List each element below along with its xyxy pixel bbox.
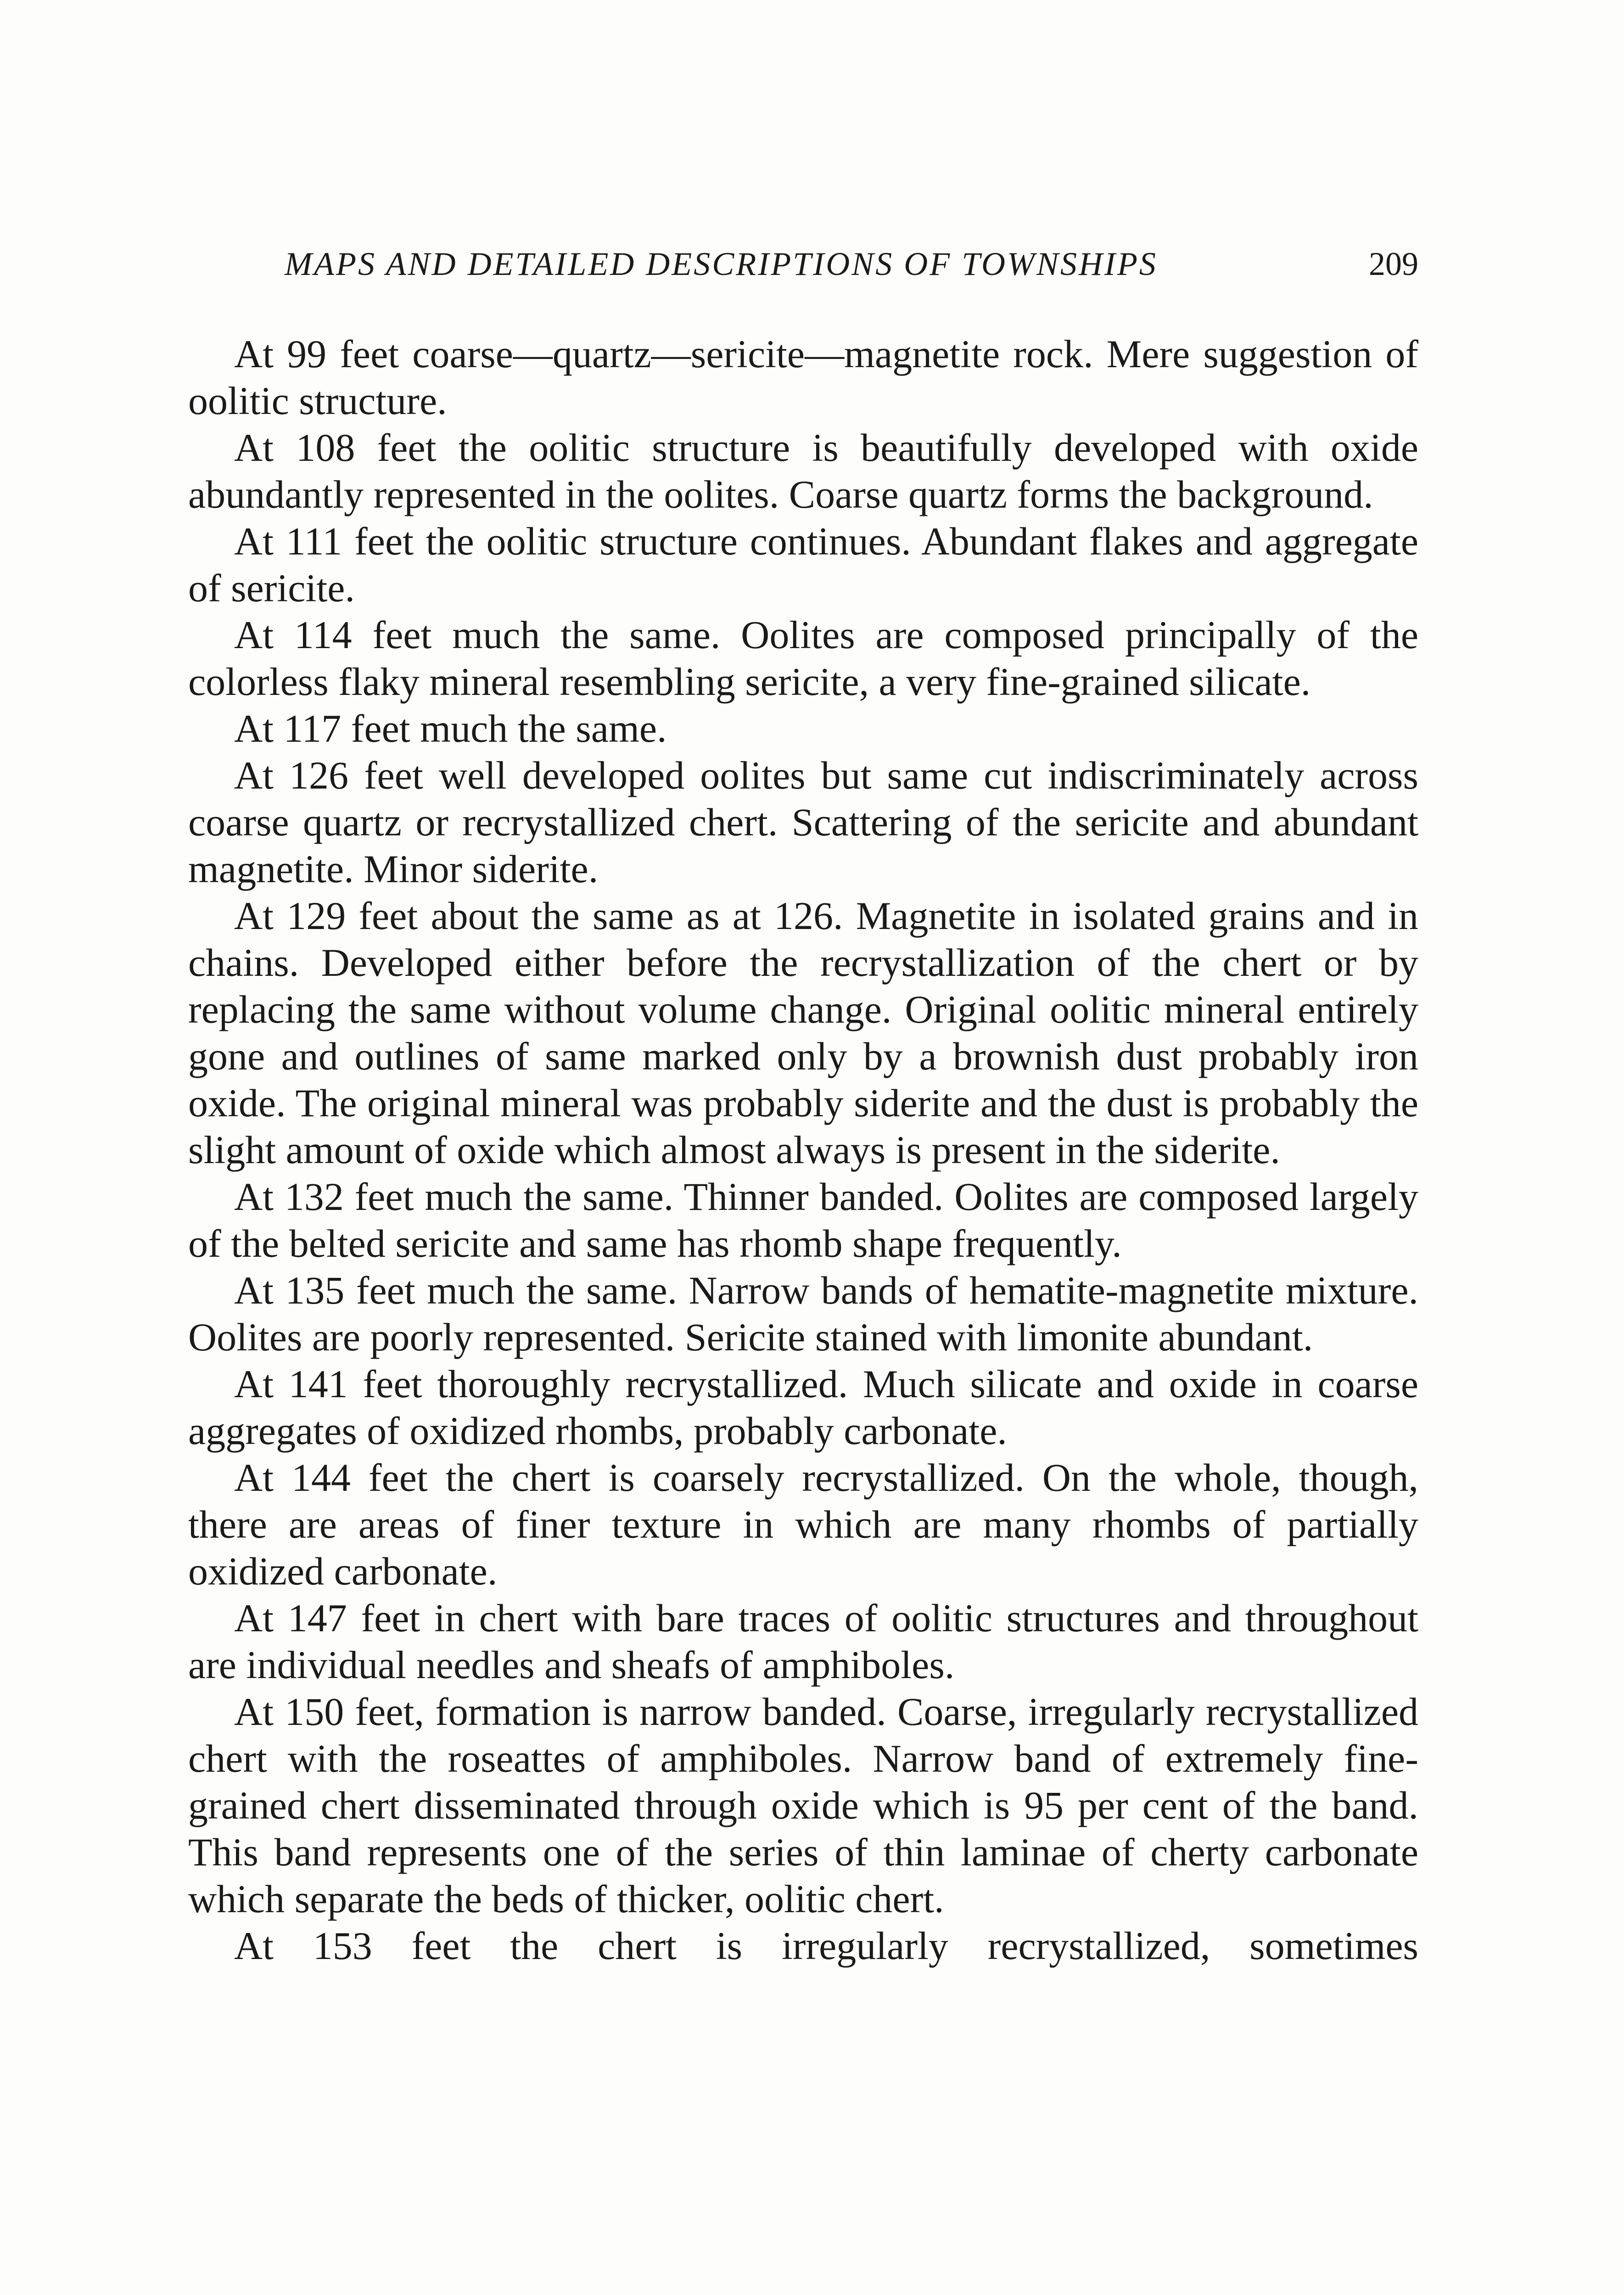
page-number: 209 [1369,246,1418,282]
running-head-title: MAPS AND DETAILED DESCRIPTIONS OF TOWNSHIPS [285,246,1158,282]
paragraph-111-feet: At 111 feet the oolitic structure continues. Abundant flakes and aggregate of sericite. [188,519,1418,610]
paragraph-135-feet: At 135 feet much the same. Narrow bands of hematite-magnetite mixture. Oolites are poorly represented. Sericite stained with limonite abundant. [188,1268,1418,1359]
paragraph-129-feet: At 129 feet about the same as at 126. Magnetite in isolated grains and in chains. Developed either before the recrystallization of the chert or by replacing the same without volume change. Original oolitic mineral entirely gone and outlines of same marked only by a brownish dust probably iron oxide. The original mineral was probably siderite and the dust is probably the slight amount of oxide which almost always is present in the siderite. [188,894,1418,1172]
paragraph-132-feet: At 132 feet much the same. Thinner banded. Oolites are composed largely of the belted sericite and same has rhomb shape frequently. [188,1175,1418,1265]
paragraph-144-feet: At 144 feet the chert is coarsely recrystallized. On the whole, though, there are areas of finer texture in which are many rhombs of partially oxidized carbonate. [188,1455,1418,1593]
paragraph-108-feet: At 108 feet the oolitic structure is beautifully developed with oxide abundantly represented in the oolites. Coarse quartz forms the background. [188,425,1418,516]
paragraph-153-feet: At 153 feet the chert is irregularly recrystallized, sometimes [234,1924,1418,1968]
paragraph-117-feet: At 117 feet much the same. [234,706,667,750]
body-text [188,330,1418,1969]
paragraph-150-feet: At 150 feet, formation is narrow banded. Coarse, irregularly recrystallized chert with the roseattes of amphiboles. Narrow band of extremely fine-grained chert disseminated through oxide which is 95 per cent of the band. This band represents one of the series of thin laminae of cherty carbonate which separate the beds of thicker, oolitic chert. [188,1690,1418,1921]
paragraph-147-feet: At 147 feet in chert with bare traces of oolitic structures and throughout are individual needles and sheafs of amphiboles. [188,1596,1418,1687]
paragraph-126-feet: At 126 feet well developed oolites but same cut indiscriminately across coarse quartz or recrystallized chert. Scattering of the sericite and abundant magnetite. Minor siderite. [188,753,1418,891]
paragraph-99-feet: At 99 feet coarse—quartz—sericite—magnetite rock. Mere suggestion of oolitic structure. [188,332,1418,423]
paragraph-141-feet: At 141 feet thoroughly recrystallized. Much silicate and oxide in coarse aggregates of oxidized rhombs, probably carbonate. [188,1362,1418,1453]
paragraph-114-feet: At 114 feet much the same. Oolites are composed principally of the colorless flaky mineral resembling sericite, a very fine-grained silicate. [188,613,1418,704]
running-head [188,239,1418,289]
